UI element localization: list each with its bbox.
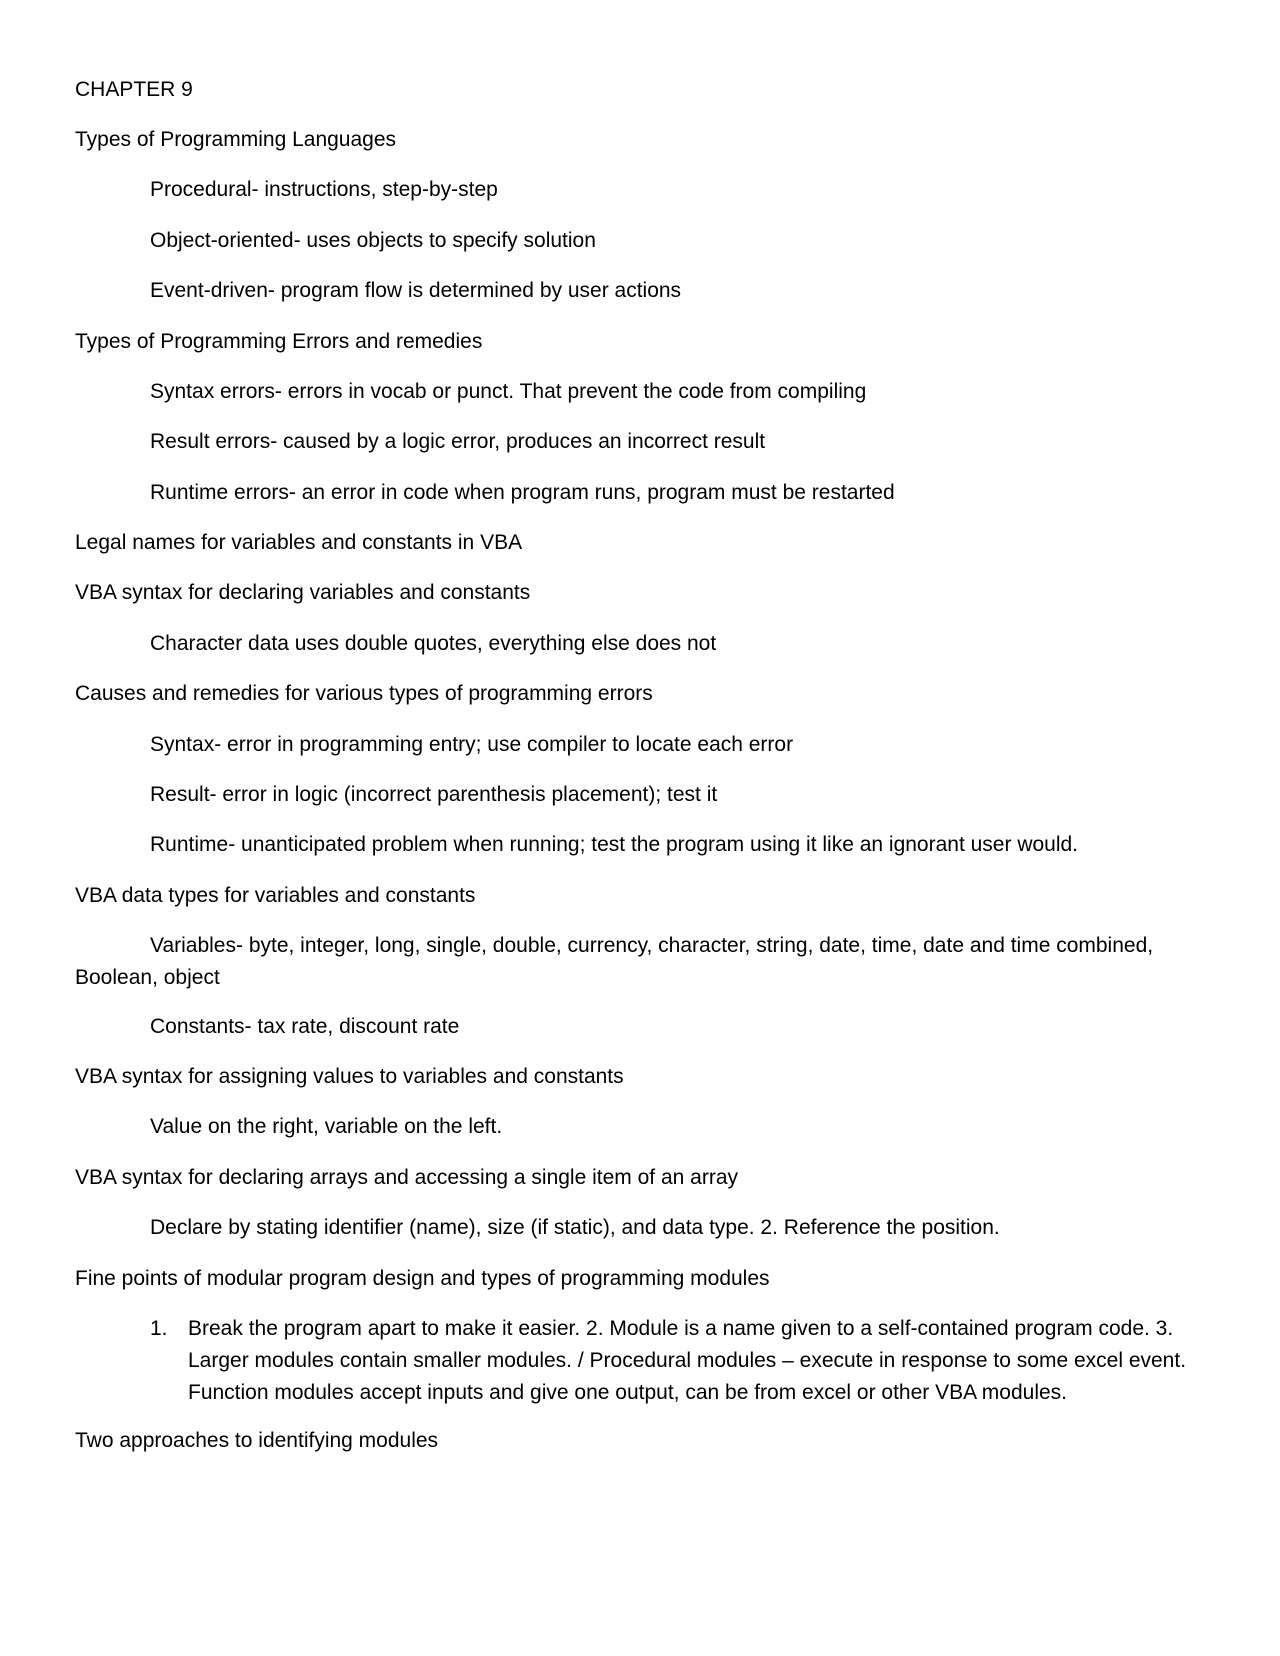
chapter-title: CHAPTER 9 bbox=[75, 78, 193, 101]
item-result-remedy: Result- error in logic (incorrect parenthesis placement); test it bbox=[150, 783, 718, 806]
item-array-declaration: Declare by stating identifier (name), size (if static), and data type. 2. Reference the position. bbox=[150, 1216, 1000, 1239]
heading-assigning-values: VBA syntax for assigning values to variables and constants bbox=[75, 1065, 624, 1088]
heading-declaring-variables: VBA syntax for declaring variables and constants bbox=[75, 581, 531, 604]
heading-modular-design: Fine points of modular program design and types of programming modules bbox=[75, 1267, 770, 1290]
item-syntax-errors: Syntax errors- errors in vocab or punct. That prevent the code from compiling bbox=[150, 380, 867, 403]
item-procedural: Procedural- instructions, step-by-step bbox=[150, 178, 498, 201]
heading-identifying-modules: Two approaches to identifying modules bbox=[75, 1429, 439, 1452]
item-character-data: Character data uses double quotes, everything else does not bbox=[150, 632, 717, 655]
heading-data-types: VBA data types for variables and constants bbox=[75, 884, 476, 907]
item-syntax-remedy: Syntax- error in programming entry; use compiler to locate each error bbox=[150, 733, 794, 756]
item-runtime-errors: Runtime errors- an error in code when program runs, program must be restarted bbox=[150, 481, 895, 504]
item-event-driven: Event-driven- program flow is determined by user actions bbox=[150, 279, 682, 302]
item-runtime-remedy: Runtime- unanticipated problem when running; test the program using it like an ignorant user would. bbox=[150, 833, 1079, 856]
paragraph-variables-types: Variables- byte, integer, long, single, double, currency, character, string, date, time, date and time combined, Boolean, object bbox=[75, 934, 1154, 989]
list-text: Break the program apart to make it easier. 2. Module is a name given to a self-contained program code. 3. Larger modules contain smaller modules. / Procedural modules – execute in response to some excel event. Function modules accept inputs and give one output, can be from excel or other VBA modules. bbox=[188, 1317, 1187, 1404]
heading-declaring-arrays: VBA syntax for declaring arrays and accessing a single item of an array bbox=[75, 1166, 738, 1189]
heading-programming-languages: Types of Programming Languages bbox=[75, 128, 397, 151]
heading-legal-names: Legal names for variables and constants in VBA bbox=[75, 531, 523, 554]
heading-programming-errors: Types of Programming Errors and remedies bbox=[75, 330, 483, 353]
heading-causes-remedies: Causes and remedies for various types of programming errors bbox=[75, 682, 653, 705]
item-object-oriented: Object-oriented- uses objects to specify solution bbox=[150, 229, 596, 252]
list-number: 1. bbox=[150, 1317, 168, 1340]
item-constants-types: Constants- tax rate, discount rate bbox=[150, 1015, 460, 1038]
item-result-errors: Result errors- caused by a logic error, produces an incorrect result bbox=[150, 430, 766, 453]
item-value-assignment: Value on the right, variable on the left. bbox=[150, 1115, 503, 1138]
